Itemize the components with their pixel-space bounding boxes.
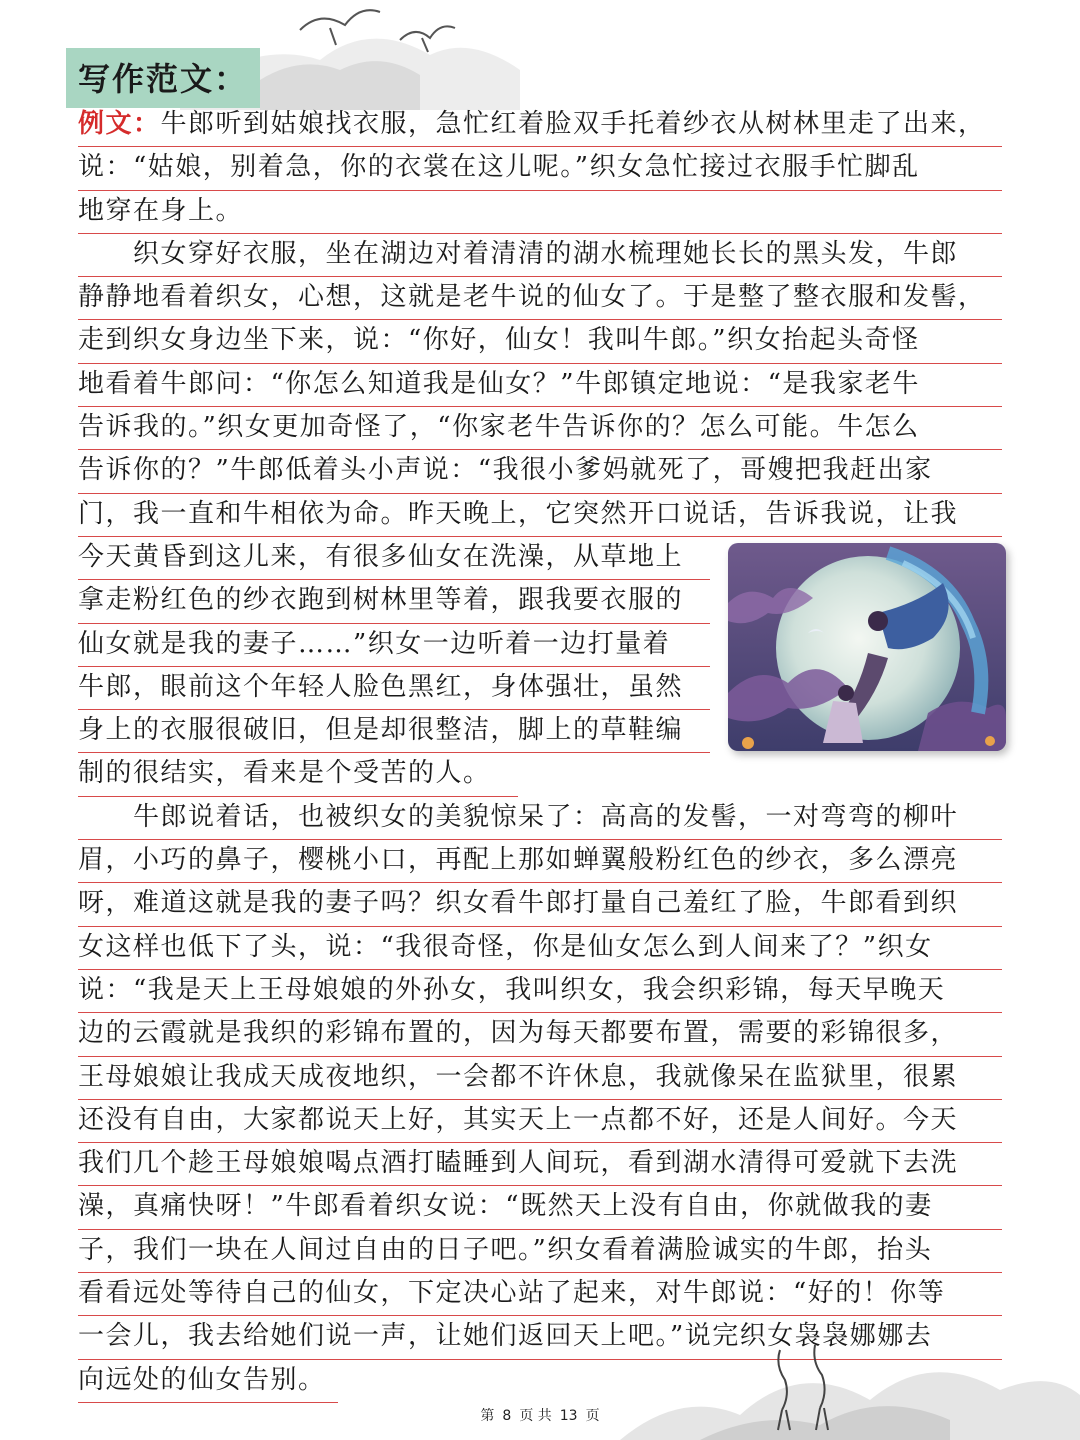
essay-line: 地看着牛郎问：“你怎么知道我是仙女？”牛郎镇定地说：“是我家老牛: [78, 364, 1002, 407]
essay-line: 仙女就是我的妻子……”织女一边听着一边打量着: [78, 624, 710, 667]
essay-line: 告诉我的。”织女更加奇怪了，“你家老牛告诉你的？怎么可能。牛怎么: [78, 407, 1002, 450]
essay-line: 身上的衣服很破旧，但是却很整洁，脚上的草鞋编: [78, 710, 710, 753]
illustration-image: [728, 543, 1006, 751]
essay-line: 静静地看着织女，心想，这就是老牛说的仙女了。于是整了整衣服和发髻，: [78, 277, 1002, 320]
essay-line: 拿走粉红色的纱衣跑到树林里等着，跟我要衣服的: [78, 580, 710, 623]
essay-body-top: [78, 104, 1002, 1403]
essay-line: 说：“我是天上王母娘娘的外孙女，我叫织女，我会织彩锦，每天早晚天: [78, 970, 1002, 1013]
essay-line: 织女穿好衣服，坐在湖边对着清清的湖水梳理她长长的黑头发，牛郎: [78, 234, 1002, 277]
current-page: 8: [502, 1408, 512, 1424]
essay-line: 我们几个趁王母娘娘喝点酒打瞌睡到人间玩，看到湖水清得可爱就下去洗: [78, 1143, 1002, 1186]
essay-line: 说：“姑娘，别着急，你的衣裳在这儿呢。”织女急忙接过衣服手忙脚乱: [78, 147, 1002, 190]
essay-line: 走到织女身边坐下来，说：“你好，仙女！我叫牛郎。”织女抬起头奇怪: [78, 320, 1002, 363]
total-pages: 13: [559, 1408, 578, 1424]
example-label: 例文：: [78, 109, 161, 139]
essay-line: 牛郎，眼前这个年轻人脸色黑红，身体强壮，虽然: [78, 667, 710, 710]
essay-line: 看看远处等待自己的仙女，下定决心站了起来，对牛郎说：“好的！你等: [78, 1273, 1002, 1316]
essay-line: 告诉你的？”牛郎低着头小声说：“我很小爹妈就死了，哥嫂把我赶出家: [78, 450, 1002, 493]
essay-line: 子，我们一块在人间过自由的日子吧。”织女看着满脸诚实的牛郎，抬头: [78, 1230, 1002, 1273]
essay-line: 眉，小巧的鼻子，樱桃小口，再配上那如蝉翼般粉红色的纱衣，多么漂亮: [78, 840, 1002, 883]
essay-line: 呀，难道这就是我的妻子吗？织女看牛郎打量自己羞红了脸，牛郎看到织: [78, 883, 1002, 926]
essay-line: 边的云霞就是我织的彩锦布置的，因为每天都要布置，需要的彩锦很多，: [78, 1013, 1002, 1056]
essay-line: 牛郎说着话，也被织女的美貌惊呆了：高高的发髻，一对弯弯的柳叶: [78, 797, 1002, 840]
essay-line: 澡，真痛快呀！”牛郎看着织女说：“既然天上没有自由，你就做我的妻: [78, 1186, 1002, 1229]
essay-line: 制的很结实，看来是个受苦的人。: [78, 753, 518, 796]
page-number: 第 8 页 共 13 页: [480, 1408, 600, 1424]
essay-line: 女这样也低下了头，说：“我很奇怪，你是仙女怎么到人间来了？”织女: [78, 927, 1002, 970]
essay-line: 例文：牛郎听到姑娘找衣服，急忙红着脸双手托着纱衣从树林里走了出来，: [78, 104, 1002, 147]
essay-line: 地穿在身上。: [78, 191, 1002, 234]
essay-line: 门，我一直和牛相依为命。昨天晚上，它突然开口说话，告诉我说，让我: [78, 494, 1002, 537]
essay-line: 王母娘娘让我成天成夜地织，一会都不许休息，我就像呆在监狱里，很累: [78, 1057, 1002, 1100]
essay-line: 向远处的仙女告别。: [78, 1360, 338, 1403]
essay-line: 一会儿，我去给她们说一声，让她们返回天上吧。”说完织女袅袅娜娜去: [78, 1316, 1002, 1359]
writing-sample-heading: 写作范文：: [66, 48, 260, 108]
essay-line: 今天黄昏到这儿来，有很多仙女在洗澡，从草地上: [78, 537, 710, 580]
essay-line: 还没有自由，大家都说天上好，其实天上一点都不好，还是人间好。今天: [78, 1100, 1002, 1143]
